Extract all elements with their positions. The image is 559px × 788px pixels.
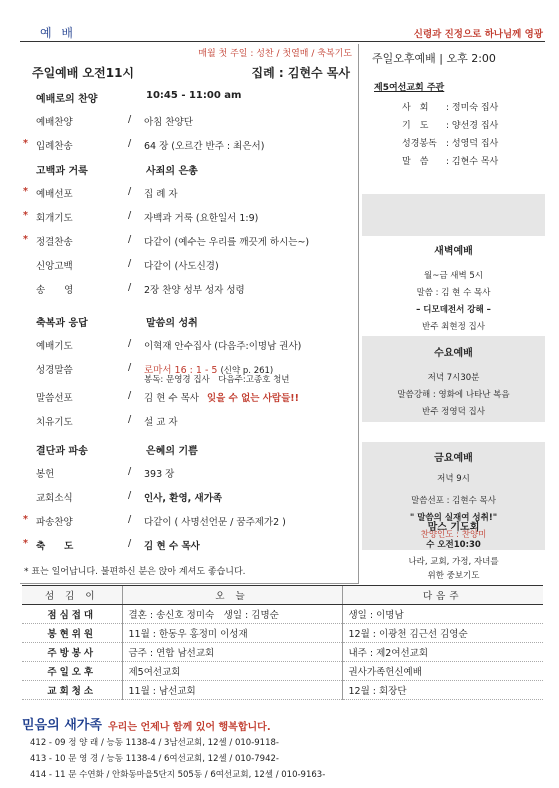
row-label: 예배기도 [36,341,73,352]
dawn-service [362,242,545,332]
role-person: : 양선경 집사 [446,121,499,131]
row-label: 회개기도 [36,213,73,224]
row-separator: / [128,210,132,221]
stand-marker: * [23,234,28,245]
new-family-title: 믿음의 새가족 [22,718,102,733]
wednesday-accompanist: 반주 정영덕 집사 [422,407,485,417]
duty-role: 점심접대 [22,605,122,624]
role-person: : 정미숙 집사 [446,103,499,113]
row-separator: / [128,186,132,197]
worship-row [20,210,359,230]
row-label: 예배선포 [36,189,73,200]
row-value [144,390,299,404]
dawn-accompanist: 반주 최현정 집사 [422,322,485,332]
stand-marker: * [23,210,28,221]
friday-title: 금요예배 [434,453,473,464]
afternoon-role [402,118,542,131]
row-value [144,414,178,428]
monthly-notice: 매월 첫 주일 : 성찬 / 첫열매 / 축복기도 [198,49,352,59]
worship-row [20,390,359,410]
wednesday-time: 저녁 7시30분 [427,373,480,383]
section-row [20,90,359,110]
row-separator: / [128,414,132,425]
afternoon-role [402,154,542,167]
row-value-text: 다같이 ( 사명선언문 / 꿈주제가2 ) [144,517,286,528]
scripture-passage: 로마서 16 : 1 - 5 [144,365,218,376]
row-label: 고백과 거룩 [36,166,88,177]
new-family-entry: 414 - 11 문 수연화 / 안화동마을5단지 505동 / 6여선교회, 12셀 / 010-9163- [30,770,326,780]
row-value-text: 아침 찬양단 [144,117,193,128]
duty-next: 12월 : 회장단 [342,681,543,700]
row-value-text: 다같이 (사도신경) [144,261,219,272]
row-value [146,442,198,457]
row-value [146,90,241,101]
new-family-slogan: 우리는 언제나 함께 있어 행복합니다. [108,722,271,733]
worship-row [20,414,359,434]
motto: 신령과 진정으로 하나님께 영광 [413,29,543,40]
side-column [362,44,545,584]
stand-marker: * [23,186,28,197]
duty-role: 교회청소 [22,681,122,700]
afternoon-role [402,136,542,149]
worship-row [20,138,359,158]
row-value-text: 김 현 수 목사 [144,393,199,404]
row-label: 결단과 파송 [36,446,88,457]
row-separator: / [128,234,132,245]
section-row [20,314,359,334]
duty-header: 다음주 [342,586,543,605]
header-divider [20,41,545,42]
worship-row [20,490,359,510]
worship-row [20,114,359,134]
row-value [144,538,200,552]
row-value-text: 김 현 수 목사 [144,541,200,552]
duty-header: 섬 김 이 [22,586,122,605]
row-separator: / [128,538,132,549]
friday-worship-leader: 찬양인도 : 찬양미 [420,530,487,540]
section-row [20,162,359,182]
row-label: 말씀선포 [36,393,73,404]
dawn-time: 월~금 새벽 5시 [424,271,483,281]
wednesday-service [362,344,545,417]
row-separator: / [128,390,132,401]
row-value [144,114,193,128]
row-value-text: 말씀의 성취 [146,318,198,329]
role-name: 말 씀 [402,157,429,167]
row-value-text: 10:45 - 11:00 am [146,90,242,101]
duty-row [22,605,543,624]
row-label: 축 도 [36,541,74,552]
service-title: 주일예배 오전11시 [32,66,135,80]
duty-row [22,681,543,700]
duty-next: 내주 : 제2여선교회 [342,643,543,662]
prayer-time: 수 오전10:30 [426,540,481,550]
row-label: 파송찬양 [36,517,73,528]
duty-row [22,643,543,662]
row-separator: / [128,282,132,293]
duty-today: 11월 : 남선교회 [122,681,342,700]
worship-row [20,538,359,558]
row-label: 축복과 응답 [36,318,88,329]
prayer-purpose: 위한 중보기도 [427,571,480,581]
row-label: 신앙고백 [36,261,73,272]
afternoon-service-title: 주일오후예배 | 오후 2:00 [372,52,496,65]
row-value-text: 64 장 (오르간 반주 : 최은서) [144,141,265,152]
duty-next: 12월 : 이광천 김근선 김영순 [342,624,543,643]
standing-note: * 표는 일어납니다. 불편하신 분은 앉아 계셔도 좋습니다. [24,567,246,577]
row-separator: / [128,338,132,349]
service-leader: 집례 : 김현수 목사 [251,66,350,80]
row-value [144,466,174,480]
row-value [144,282,245,296]
duty-role: 주일오후 [22,662,122,681]
row-label: 정결찬송 [36,237,73,248]
row-value [144,514,286,528]
row-value-text: 다같이 (예수는 우리를 깨끗게 하시는~) [144,237,310,248]
row-value [144,234,309,248]
row-separator: / [128,138,132,149]
row-separator: / [128,362,132,373]
sermon-title: 잊을 수 없는 사람들!! [206,393,299,404]
row-label: 예배로의 찬양 [36,94,98,105]
row-value-text: 393 장 [144,469,175,480]
row-label: 예배찬양 [36,117,73,128]
friday-sermon: " 말씀의 실재여 성취!" [409,513,498,523]
role-name: 기 도 [402,121,429,131]
role-person: : 성영덕 집사 [446,139,499,149]
row-value [144,138,264,152]
row-separator: / [128,514,132,525]
row-value-text: 설 교 자 [144,417,178,428]
row-value [144,210,258,224]
duty-row [22,662,543,681]
worship-row [20,282,359,302]
row-value [144,490,222,504]
duty-header: 오 늘 [122,586,342,605]
row-value [144,186,178,200]
row-value [146,314,198,329]
role-name: 성경봉독 [402,139,437,149]
row-separator: / [128,466,132,477]
duty-today: 11월 : 한동우 홍정미 이성재 [122,624,342,643]
prayer-topics: 나라, 교회, 가정, 자녀를 [408,557,499,567]
worship-row [20,186,359,206]
scripture-reading-row [20,362,359,385]
stand-marker: * [23,514,28,525]
worship-row [20,514,359,534]
row-value-text: 집 례 자 [144,189,178,200]
worship-row [20,338,359,358]
duty-rows [22,605,543,700]
role-person: : 김현수 목사 [446,157,499,167]
duty-today: 제5여선교회 [122,662,342,681]
duty-next: 생일 : 이명남 [342,605,543,624]
section-row [20,442,359,462]
dawn-title: 새벽예배 [434,246,473,257]
new-family-entry: 412 - 09 정 양 래 / 능동 1138-4 / 3남선교회, 12셀 / 010-9118- [30,738,279,748]
row-value-text: 사죄의 은총 [146,166,198,177]
dawn-preacher: 말씀 : 김 현 수 목사 [416,288,491,298]
row-value-text: 2장 찬양 성부 성자 성령 [144,285,245,296]
order-of-worship [20,44,359,584]
afternoon-service-host: 제5여선교회 주관 [374,83,445,93]
row-label: 치유기도 [36,417,73,428]
duty-row [22,624,543,643]
row-label: 성경말씀 [36,365,73,376]
duty-today: 결혼 : 송신호 정미숙 생일 : 김명순 [122,605,342,624]
row-separator: / [128,490,132,501]
section-title: 예 배 [40,26,76,40]
row-value [144,338,301,352]
role-name: 사 회 [402,103,429,113]
row-value [144,258,219,272]
new-family-entry: 413 - 10 문 영 경 / 능동 1138-4 / 6여선교회, 12셀 / 010-7942- [30,754,279,764]
worship-row [20,258,359,278]
worship-row [20,466,359,486]
friday-time: 저녁 9시 [437,474,470,484]
row-value [146,162,198,177]
duty-role: 주방봉사 [22,643,122,662]
duty-header-row [22,586,543,605]
stand-marker: * [23,138,28,149]
friday-preacher: 말씀선포 : 김현수 목사 [411,496,496,506]
moms-prayer [362,518,545,581]
duty-role: 봉현위원 [22,624,122,643]
row-value-text: 은혜의 기쁨 [146,446,198,457]
row-value-text: 자백과 거룩 (요한일서 1:9) [144,213,259,224]
duty-today: 금주 : 연합 남선교회 [122,643,342,662]
row-label: 송 영 [36,285,74,296]
scripture-reader: 봉독: 문영경 집사 다음주:고종호 청년 [144,375,290,385]
row-label: 교회소식 [36,493,73,504]
duty-next: 권사가족헌신예배 [342,662,543,681]
row-separator: / [128,258,132,269]
row-value-text: 이혁재 안수집사 (다음주:이명남 권사) [144,341,302,352]
stand-marker: * [23,538,28,549]
afternoon-role [402,100,542,113]
duty-table [22,585,543,700]
scripture-page: (신약 p. 261) [220,366,274,376]
prayer-title: 맘스 기도회 [427,522,480,533]
row-label: 봉헌 [36,469,55,480]
row-value-text: 인사, 환영, 새가족 [144,493,223,504]
shade-band [362,194,545,236]
worship-row [20,234,359,254]
wednesday-title: 수요예배 [434,348,473,359]
row-separator: / [128,114,132,125]
wednesday-teaching: 말씀강해 : 영화에 나타난 복음 [397,390,510,400]
dawn-series: – 디모데전서 강해 – [416,305,491,315]
row-label: 입례찬송 [36,141,73,152]
